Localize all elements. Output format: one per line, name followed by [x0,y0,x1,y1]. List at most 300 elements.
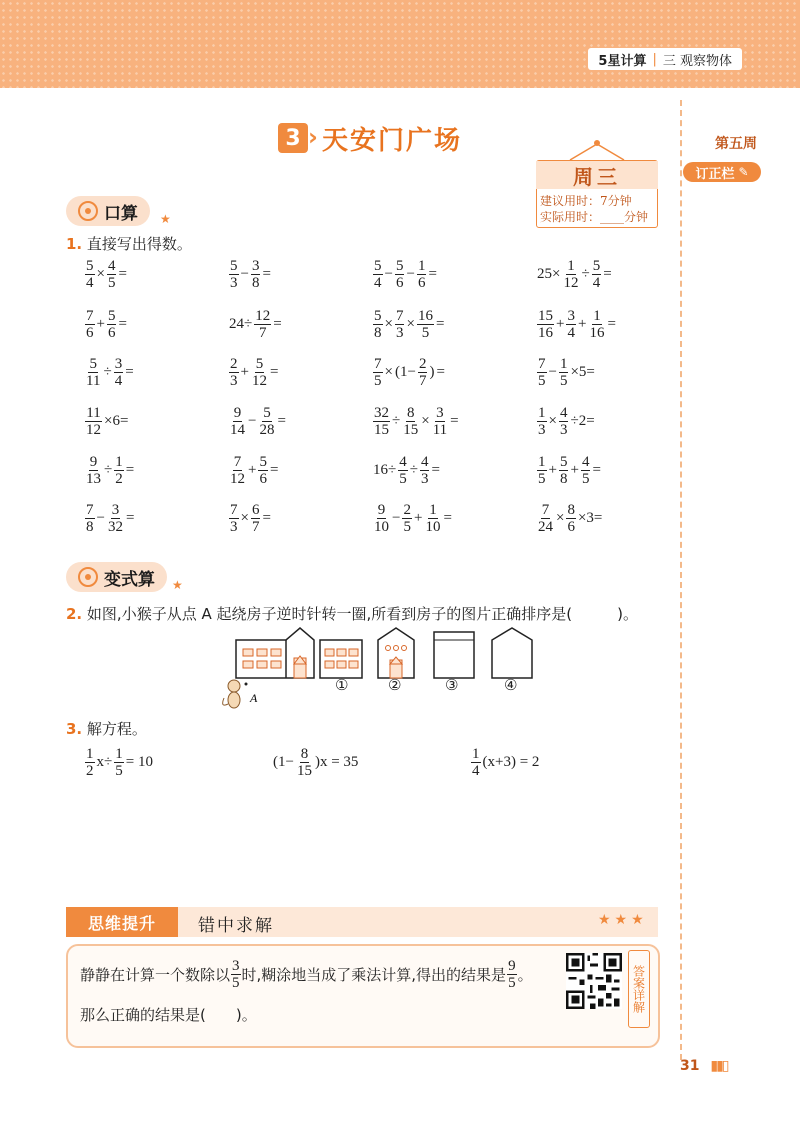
operator: = [607,316,616,332]
star-icon: ★ [160,212,171,226]
mental-problem [84,308,128,341]
denominator: 8 [251,275,260,291]
fraction [559,454,569,487]
denominator: 3 [420,471,429,487]
denominator: 5 [538,373,546,389]
operator: × [384,364,393,380]
denominator: 8 [86,519,94,535]
section-variant [66,562,167,592]
operator: + [240,364,249,380]
fraction [114,746,124,779]
fraction [229,454,246,487]
section-variant-label: 变式算 [104,569,155,590]
denominator: 4 [114,373,123,389]
denominator: 2 [115,471,123,487]
question-1-text: 直接写出得数。 [86,235,192,253]
operator: = [125,462,135,478]
numerator: 1 [115,454,123,470]
denominator: 3 [559,422,568,438]
denominator: 5 [421,325,430,341]
numerator: 4 [559,405,568,421]
fraction [566,502,576,535]
numerator: 8 [567,502,575,518]
denominator: 16 [589,325,605,341]
denominator: 4 [472,763,480,779]
operator: )x = 35 [314,754,359,770]
fraction [373,405,390,438]
numerator: 7 [86,308,94,324]
numerator: 11 [86,405,101,421]
fraction [581,454,591,487]
numerator: 9 [89,454,98,470]
numerator: 32 [374,405,389,421]
denominator: 5 [508,975,516,991]
mental-problem [228,356,279,389]
operator: = [443,510,452,526]
header-divider: | [652,51,657,67]
house-main [236,628,314,678]
denominator: 4 [374,275,382,291]
mental-problem [228,258,272,291]
think-subtitle: 错中求解 [198,916,274,936]
operator: × [406,316,415,332]
numerator: 5 [374,258,382,274]
denominator: 4 [86,275,94,291]
fraction [395,258,405,291]
denominator: 12 [230,471,245,487]
question-2-text: 如图,小猴子从点 A 起绕房子逆时针转一圈,所看到房子的图片正确排序是( )。 [86,605,638,623]
denominator: 3 [230,519,238,535]
denominator: 4 [567,325,575,341]
question-1-number: 1. [66,235,83,253]
operator: − [392,510,401,526]
fraction [373,308,383,341]
fraction [537,356,547,389]
operator: = [269,364,279,380]
denominator: 32 [107,519,123,535]
operator: = [592,462,601,478]
operator: = [273,316,282,332]
numerator: 4 [399,454,407,470]
numerator: 2 [418,356,427,372]
numerator: 3 [436,405,444,421]
fraction [107,502,124,535]
operator: = [277,413,286,429]
operator: − [248,413,257,429]
equation [470,746,540,779]
question-3-number: 3. [66,720,83,738]
mental-problem [536,356,596,389]
view-label-1: ① [335,676,349,694]
mental-problem [372,258,438,291]
suggested-time: 建议用时：7分钟 [540,194,632,208]
fraction [588,308,605,341]
timer-icon [78,201,98,221]
numerator: 7 [395,308,404,324]
operator: (1− [394,364,416,380]
operator: ÷ [581,266,590,282]
book-title: 5星计算 [598,53,647,69]
fraction [85,746,95,779]
numerator: 3 [251,258,260,274]
operator: × [240,510,249,526]
operator: ×3= [577,510,603,526]
mental-problem [536,454,602,487]
mental-problem [536,405,596,438]
denominator: 7 [418,373,427,389]
fraction [85,502,95,535]
fraction [251,258,261,291]
fraction [398,454,408,487]
numerator: 5 [107,308,116,324]
denominator: 2 [86,763,94,779]
page-number-text: 31 [680,1058,700,1074]
operator: ÷ [104,462,113,478]
equation [272,746,359,779]
think-text-1c: 。 [517,966,533,984]
fraction [373,258,383,291]
fraction [114,356,124,389]
numerator: 7 [230,502,238,518]
question-2 [66,603,638,624]
think-question-line1 [80,958,533,991]
mental-problem [372,405,460,438]
hanger-icon [566,138,628,162]
operator: = [118,266,127,282]
operator: x÷ [96,754,113,770]
operator: − [406,266,415,282]
mental-problem [372,454,441,487]
numerator: 12 [255,308,271,324]
numerator: 5 [89,356,97,372]
denominator: 14 [230,422,245,438]
operator: − [384,266,393,282]
denominator: 6 [86,325,94,341]
fraction [85,405,102,438]
operator: 24÷ [229,316,253,332]
denominator: 10 [374,519,389,535]
denominator: 15 [403,422,419,438]
operator: × [96,266,105,282]
point-a-label: A [250,691,258,705]
operator: = [262,510,271,526]
operator: + [248,462,257,478]
fraction [471,746,481,779]
mental-problem [84,502,135,535]
question-3-text: 解方程。 [86,720,147,738]
numerator: 3 [232,958,240,974]
operator: ÷ [103,364,112,380]
fraction [537,502,554,535]
answer-detail-tag[interactable]: 答案详解 [628,950,650,1028]
numerator: 8 [300,746,309,762]
operator: = [125,510,135,526]
fraction [537,308,554,341]
operator: ×5= [570,364,595,380]
denominator: 5 [232,975,240,991]
numerator: 2 [403,502,411,518]
numerator: 7 [538,356,546,372]
fraction [373,502,390,535]
fraction [559,356,569,389]
fraction [395,308,405,341]
operator: = [435,316,445,332]
mental-problem [228,405,287,438]
operator: − [240,266,249,282]
denominator: 3 [230,373,238,389]
numerator: 16 [417,308,433,324]
mental-problem [228,454,279,487]
operator: = 10 [125,754,153,770]
question-3 [66,718,147,739]
operator: + [548,462,557,478]
numerator: 4 [581,454,590,470]
fraction [537,454,547,487]
fraction [559,405,569,438]
fraction [402,502,412,535]
numerator: 5 [255,356,264,372]
page-number [680,1058,727,1074]
denominator: 6 [107,325,116,341]
operator: + [556,316,565,332]
numerator: 1 [472,746,480,762]
unit-title: 三 观察物体 [662,53,732,69]
fraction [418,356,428,389]
numerator: 1 [115,746,123,762]
denominator: 5 [403,519,411,535]
numerator: 1 [593,308,601,324]
denominator: 11 [432,422,448,438]
mental-problem [372,356,446,389]
correction-label: 订正栏 [695,166,735,182]
fraction [417,258,427,291]
numerator: 5 [395,258,404,274]
chevron-right-icon: › [308,123,318,151]
qr-code-icon[interactable] [566,953,622,1009]
star-icon: ★ [172,578,183,592]
fraction [85,258,95,291]
fraction [562,258,579,291]
numerator: 1 [429,502,437,518]
view-4 [492,628,532,678]
numerator: 2 [230,356,238,372]
monkey-icon [223,680,248,708]
operator: ÷2= [570,413,595,429]
mental-problem [228,502,272,535]
think-text-1a: 静静在计算一个数除以 [80,966,231,984]
mental-problem [84,405,129,438]
fraction [85,454,102,487]
numerator: 7 [86,502,94,518]
section-mental [66,196,150,226]
view-label-2: ② [388,676,402,694]
fraction [231,958,241,991]
operator: = [125,364,134,380]
denominator: 5 [399,471,407,487]
numerator: 9 [233,405,242,421]
fraction [229,356,239,389]
difficulty-stars: ★★★ [598,912,648,928]
fraction [114,454,124,487]
operator: + [96,316,105,332]
fraction [432,405,448,438]
numerator: 9 [377,502,386,518]
fraction [85,356,101,389]
denominator: 6 [259,471,267,487]
view-2 [378,628,414,678]
fraction [254,308,271,341]
numerator: 7 [541,502,550,518]
denominator: 11 [86,373,101,389]
mental-problem [536,502,603,535]
denominator: 4 [592,275,601,291]
actual-time: 实际用时：____分钟 [540,210,649,224]
fraction [251,356,268,389]
fraction [85,308,95,341]
denominator: 7 [258,325,267,341]
mental-problem [536,308,617,341]
fraction [507,958,517,991]
question-2-number: 2. [66,605,83,623]
houses-figure [216,624,546,714]
week-label: 第五周 [715,136,757,152]
operator: = [262,266,271,282]
denominator: 12 [563,275,579,291]
numerator: 1 [417,258,426,274]
fraction [424,502,441,535]
operator: × [421,413,430,429]
numerator: 1 [538,454,546,470]
denominator: 6 [417,275,426,291]
denominator: 6 [567,519,575,535]
numerator: 1 [567,258,575,274]
fraction [373,356,383,389]
denominator: 5 [559,373,568,389]
operator: 25× [537,266,561,282]
numerator: 5 [559,454,568,470]
operator: 16÷ [373,462,397,478]
denominator: 5 [581,471,590,487]
operator: ÷ [409,462,418,478]
numerator: 1 [559,356,568,372]
view-label-4: ④ [504,676,518,694]
mental-problem [84,356,135,389]
denominator: 12 [86,422,101,438]
fraction [107,308,117,341]
fraction [537,405,547,438]
numerator: 3 [111,502,120,518]
mental-problem [84,454,135,487]
numerator: 5 [263,405,271,421]
numerator: 5 [86,258,94,274]
operator: = [118,316,127,332]
numerator: 9 [508,958,516,974]
view-1 [320,640,362,678]
fraction [229,405,246,438]
header-band [0,0,800,88]
numerator: 4 [107,258,116,274]
view-3 [434,632,474,678]
equation [84,746,154,779]
denominator: 28 [259,422,275,438]
books-icon: ▮▮▯ [710,1058,728,1074]
mental-problem [228,308,283,341]
operator: + [577,316,587,332]
lesson-number: 3 [278,123,308,153]
view-label-3: ③ [445,676,459,694]
denominator: 3 [230,275,238,291]
mental-problem [536,258,613,291]
numerator: 4 [420,454,429,470]
mental-problem [372,308,445,341]
fraction [251,502,261,535]
denominator: 8 [374,325,382,341]
correction-tag [683,162,761,182]
fraction [229,258,239,291]
denominator: 5 [374,373,382,389]
operator: + [413,510,423,526]
operator: = [450,413,459,429]
fraction [258,454,268,487]
pencil-icon: ✎ [738,165,749,179]
target-icon [78,567,98,587]
fraction [420,454,430,487]
denominator: 15 [296,763,312,779]
operator: = [603,266,612,282]
denominator: 7 [251,519,260,535]
operator: = [431,462,440,478]
denominator: 6 [395,275,404,291]
numerator: 5 [374,308,382,324]
operator: = [428,266,437,282]
numerator: 15 [538,308,553,324]
fraction [566,308,576,341]
operator: + [570,462,579,478]
denominator: 5 [107,275,116,291]
numerator: 3 [114,356,123,372]
operator: × [384,316,393,332]
operator: ÷ [392,413,401,429]
think-tag: 思维提升 [66,907,178,937]
fraction [592,258,602,291]
operator: × [556,510,565,526]
operator: − [96,510,105,526]
operator: ) [429,364,435,380]
denominator: 10 [425,519,441,535]
denominator: 5 [115,763,123,779]
fraction [402,405,419,438]
question-1 [66,233,192,254]
mental-problem [372,502,453,535]
numerator: 5 [592,258,601,274]
denominator: 5 [538,471,546,487]
page-title: 天安门广场 [322,126,463,156]
denominator: 13 [86,471,101,487]
denominator: 12 [251,373,267,389]
fraction [107,258,117,291]
denominator: 15 [374,422,389,438]
fraction [417,308,434,341]
numerator: 1 [86,746,94,762]
operator: × [548,413,557,429]
denominator: 3 [538,422,546,438]
header-tag [588,48,742,70]
margin-divider [680,100,682,1060]
operator: ×6= [104,413,129,429]
operator: = [436,364,445,380]
numerator: 7 [233,454,242,470]
think-text-1b: 时,糊涂地当成了乘法计算,得出的结果是 [241,966,507,984]
